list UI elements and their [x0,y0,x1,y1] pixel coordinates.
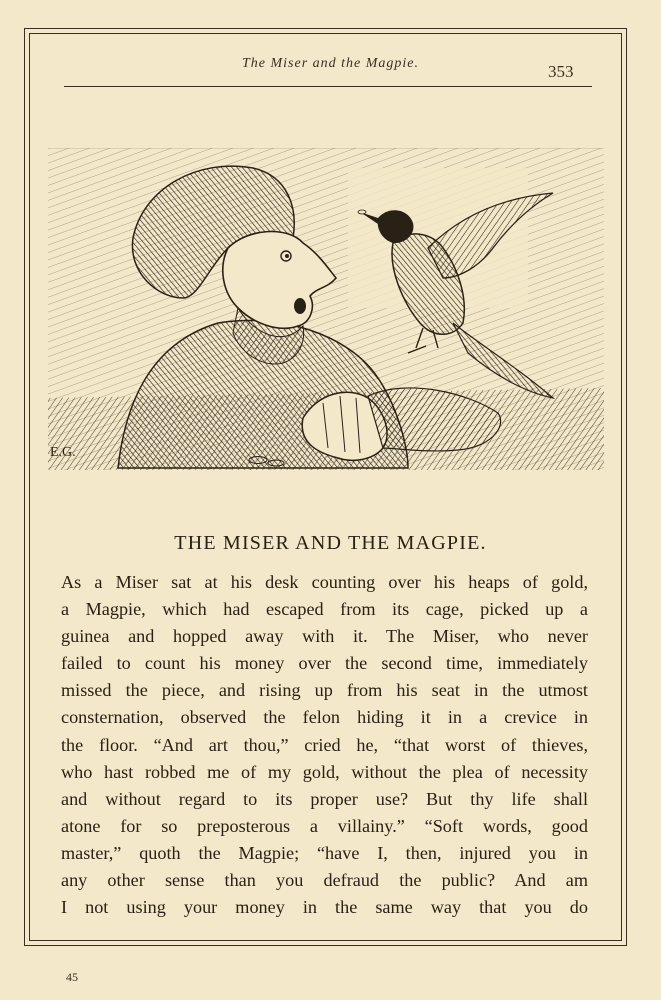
story-line: I not using your money in the same way that you do [61,897,588,918]
signature-mark: 45 [66,970,78,984]
miser-and-magpie-engraving [48,148,604,470]
artist-initials: E.G. [50,445,76,460]
story-line: atone for so preposterous a villainy.” “Soft words, good [61,815,588,836]
story-body [61,569,588,921]
story-line: master,” quoth the Magpie; “have I, then, injured you in [61,842,588,863]
story-line: consternation, observed the felon hiding it in a crevice in [61,707,588,728]
story-line: a Magpie, which had escaped from its cage, picked up a [61,599,588,620]
story-line: guinea and hopped away with it. The Miser, who never [61,626,588,647]
story-line: missed the piece, and rising up from his seat in the utmost [61,680,588,701]
story-title: THE MISER AND THE MAGPIE. [174,532,487,554]
miser-mouth [294,298,306,314]
running-title: The Miser and the Magpie. [241,56,420,71]
page-number: 353 [548,62,574,81]
engraving-svg [48,148,604,470]
story-line: and without regard to its proper use? But thy life shall [61,788,588,809]
story-line: As a Miser sat at his desk counting over his heaps of gold, [61,572,588,592]
story-line: who hast robbed me of my gold, without the plea of necessity [61,761,588,782]
header-rule [64,86,592,87]
story-line: the floor. “And art thou,” cried he, “that worst of thieves, [61,734,588,755]
story-line: failed to count his money over the second time, immediately [61,653,588,674]
story-line: any other sense than you defraud the public? And am [61,870,588,891]
